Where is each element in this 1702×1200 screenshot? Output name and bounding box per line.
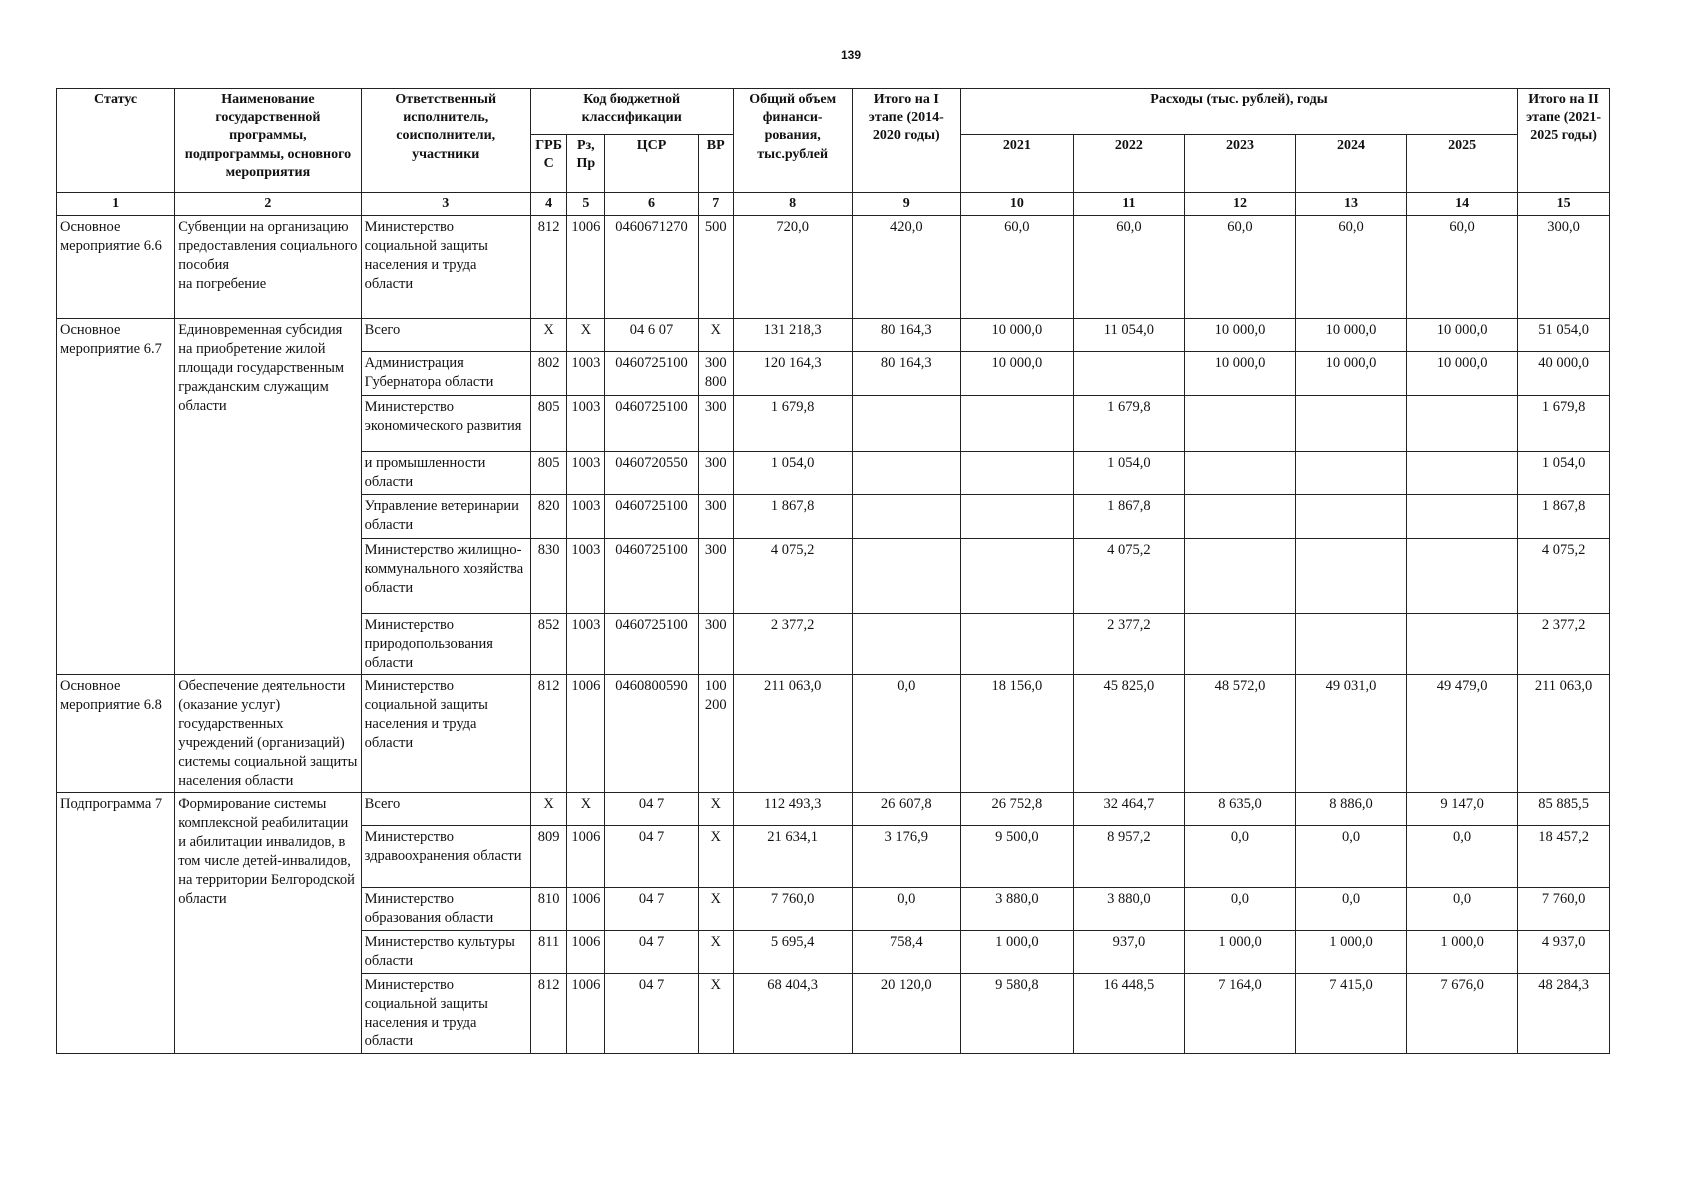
column-number: 10 (960, 193, 1073, 216)
year-2023-cell (1184, 494, 1295, 538)
year-2023-cell (1184, 452, 1295, 495)
vr-cell: 500 (698, 216, 733, 319)
executor-cell: Управление ветеринарии области (361, 494, 530, 538)
executor-cell: и промышленности области (361, 452, 530, 495)
stage2-cell: 18 457,2 (1518, 826, 1610, 888)
rzpr-cell: 1003 (567, 613, 605, 675)
year-2023-cell: 0,0 (1184, 888, 1295, 931)
year-2022-cell: 60,0 (1073, 216, 1184, 319)
year-2023-cell (1184, 613, 1295, 675)
year-2024-cell: 0,0 (1296, 826, 1407, 888)
year-2021-cell: 9 580,8 (960, 973, 1073, 1053)
year-2021-cell: 3 880,0 (960, 888, 1073, 931)
column-number: 8 (733, 193, 852, 216)
executor-cell: Министерство социальной защиты населения и труда области (361, 973, 530, 1053)
year-2023-cell: 10 000,0 (1184, 352, 1295, 396)
grbs-cell: 812 (530, 973, 567, 1053)
year-2022-cell: 16 448,5 (1073, 973, 1184, 1053)
stage1-cell (852, 396, 960, 452)
year-2023-cell: 48 572,0 (1184, 675, 1295, 793)
total-cell: 21 634,1 (733, 826, 852, 888)
grbs-cell: 802 (530, 352, 567, 396)
stage1-cell: 758,4 (852, 931, 960, 974)
vr-cell: X (698, 931, 733, 974)
csr-cell: 0460725100 (605, 494, 699, 538)
total-cell: 1 054,0 (733, 452, 852, 495)
year-2023-cell (1184, 396, 1295, 452)
year-2025-cell (1407, 494, 1518, 538)
csr-cell: 04 6 07 (605, 319, 699, 352)
year-2022-cell: 32 464,7 (1073, 793, 1184, 826)
grbs-cell: 812 (530, 216, 567, 319)
header-total-financing: Общий объем финанси-рования, тыс.рублей (733, 89, 852, 193)
column-number: 5 (567, 193, 605, 216)
year-2025-cell: 10 000,0 (1407, 319, 1518, 352)
table-row (57, 319, 1610, 352)
grbs-cell: 852 (530, 613, 567, 675)
year-2021-cell (960, 538, 1073, 613)
rzpr-cell: 1006 (567, 931, 605, 974)
executor-cell: Администрация Губернатора области (361, 352, 530, 396)
column-number: 11 (1073, 193, 1184, 216)
stage1-cell: 26 607,8 (852, 793, 960, 826)
year-2022-cell: 45 825,0 (1073, 675, 1184, 793)
year-2025-cell: 1 000,0 (1407, 931, 1518, 974)
executor-cell: Министерство здравоохранения области (361, 826, 530, 888)
vr-cell: X (698, 826, 733, 888)
year-2024-cell: 7 415,0 (1296, 973, 1407, 1053)
header-executor: Ответственный исполнитель, соисполнители, участники (361, 89, 530, 193)
year-2021-cell: 26 752,8 (960, 793, 1073, 826)
year-2024-cell: 1 000,0 (1296, 931, 1407, 974)
total-cell: 2 377,2 (733, 613, 852, 675)
stage1-cell: 0,0 (852, 675, 960, 793)
year-2025-cell: 10 000,0 (1407, 352, 1518, 396)
program-name-cell: Обеспечение деятельности (оказание услуг) государственных учреждений (организаций) системы социальной защиты населения области (175, 675, 361, 793)
year-2025-cell: 0,0 (1407, 888, 1518, 931)
stage2-cell: 2 377,2 (1518, 613, 1610, 675)
stage2-cell: 85 885,5 (1518, 793, 1610, 826)
header-vr: ВР (698, 135, 733, 193)
year-2024-cell: 10 000,0 (1296, 352, 1407, 396)
year-2024-cell: 49 031,0 (1296, 675, 1407, 793)
year-2024-cell: 60,0 (1296, 216, 1407, 319)
year-2025-cell (1407, 613, 1518, 675)
csr-cell: 0460725100 (605, 613, 699, 675)
year-2024-cell: 8 886,0 (1296, 793, 1407, 826)
vr-cell: 100 200 (698, 675, 733, 793)
header-csr: ЦСР (605, 135, 699, 193)
header-year-2021: 2021 (960, 135, 1073, 193)
vr-cell: 300 (698, 494, 733, 538)
stage1-cell: 20 120,0 (852, 973, 960, 1053)
stage1-cell: 80 164,3 (852, 352, 960, 396)
header-year-2022: 2022 (1073, 135, 1184, 193)
rzpr-cell: 1006 (567, 216, 605, 319)
year-2022-cell: 3 880,0 (1073, 888, 1184, 931)
year-2023-cell: 8 635,0 (1184, 793, 1295, 826)
grbs-cell: 820 (530, 494, 567, 538)
year-2022-cell: 4 075,2 (1073, 538, 1184, 613)
header-year-2024: 2024 (1296, 135, 1407, 193)
csr-cell: 04 7 (605, 931, 699, 974)
year-2025-cell: 9 147,0 (1407, 793, 1518, 826)
vr-cell: X (698, 793, 733, 826)
header-status: Статус (57, 89, 175, 193)
stage2-cell: 1 054,0 (1518, 452, 1610, 495)
grbs-cell: 830 (530, 538, 567, 613)
csr-cell: 04 7 (605, 826, 699, 888)
year-2022-cell: 937,0 (1073, 931, 1184, 974)
rzpr-cell: 1003 (567, 396, 605, 452)
rzpr-cell: X (567, 793, 605, 826)
stage1-cell (852, 538, 960, 613)
rzpr-cell: 1003 (567, 452, 605, 495)
header-rzpr: Рз, Пр (567, 135, 605, 193)
column-number: 2 (175, 193, 361, 216)
year-2024-cell: 0,0 (1296, 888, 1407, 931)
column-number: 15 (1518, 193, 1610, 216)
column-number: 4 (530, 193, 567, 216)
year-2021-cell: 10 000,0 (960, 352, 1073, 396)
rzpr-cell: X (567, 319, 605, 352)
year-2025-cell: 60,0 (1407, 216, 1518, 319)
stage2-cell: 1 867,8 (1518, 494, 1610, 538)
total-cell: 211 063,0 (733, 675, 852, 793)
year-2022-cell: 8 957,2 (1073, 826, 1184, 888)
csr-cell: 0460720550 (605, 452, 699, 495)
vr-cell: 300 (698, 613, 733, 675)
year-2025-cell (1407, 396, 1518, 452)
executor-cell: Всего (361, 793, 530, 826)
year-2024-cell: 10 000,0 (1296, 319, 1407, 352)
executor-cell: Министерство социальной защиты населения и труда области (361, 216, 530, 319)
vr-cell: X (698, 973, 733, 1053)
total-cell: 120 164,3 (733, 352, 852, 396)
header-expenses: Расходы (тыс. рублей), годы (960, 89, 1517, 135)
year-2024-cell (1296, 494, 1407, 538)
total-cell: 112 493,3 (733, 793, 852, 826)
rzpr-cell: 1006 (567, 973, 605, 1053)
stage2-cell: 40 000,0 (1518, 352, 1610, 396)
grbs-cell: X (530, 319, 567, 352)
status-cell: Основное мероприятие 6.8 (57, 675, 175, 793)
executor-cell: Министерство экономического развития (361, 396, 530, 452)
rzpr-cell: 1003 (567, 538, 605, 613)
year-2021-cell (960, 396, 1073, 452)
rzpr-cell: 1003 (567, 352, 605, 396)
year-2022-cell (1073, 352, 1184, 396)
column-number: 6 (605, 193, 699, 216)
stage1-cell: 420,0 (852, 216, 960, 319)
grbs-cell: 809 (530, 826, 567, 888)
executor-cell: Министерство образования области (361, 888, 530, 931)
year-2022-cell: 1 867,8 (1073, 494, 1184, 538)
stage1-cell (852, 613, 960, 675)
stage2-cell: 51 054,0 (1518, 319, 1610, 352)
total-cell: 5 695,4 (733, 931, 852, 974)
table-row (57, 216, 1610, 319)
year-2021-cell (960, 613, 1073, 675)
header-year-2023: 2023 (1184, 135, 1295, 193)
year-2025-cell (1407, 538, 1518, 613)
rzpr-cell: 1006 (567, 675, 605, 793)
grbs-cell: 811 (530, 931, 567, 974)
header-budget-code: Код бюджетной классификации (530, 89, 733, 135)
executor-cell: Министерство культуры области (361, 931, 530, 974)
year-2025-cell (1407, 452, 1518, 495)
table-row (57, 793, 1610, 826)
budget-table (56, 88, 1610, 1054)
vr-cell: 300 (698, 396, 733, 452)
year-2023-cell: 7 164,0 (1184, 973, 1295, 1053)
year-2021-cell: 1 000,0 (960, 931, 1073, 974)
total-cell: 7 760,0 (733, 888, 852, 931)
csr-cell: 04 7 (605, 973, 699, 1053)
rzpr-cell: 1003 (567, 494, 605, 538)
stage2-cell: 48 284,3 (1518, 973, 1610, 1053)
year-2024-cell (1296, 396, 1407, 452)
csr-cell: 0460725100 (605, 352, 699, 396)
year-2021-cell (960, 452, 1073, 495)
header-program-name: Наименование государственной программы, подпрограммы, основного мероприятия (175, 89, 361, 193)
year-2021-cell: 10 000,0 (960, 319, 1073, 352)
year-2023-cell: 0,0 (1184, 826, 1295, 888)
year-2022-cell: 1 679,8 (1073, 396, 1184, 452)
header-year-2025: 2025 (1407, 135, 1518, 193)
grbs-cell: 810 (530, 888, 567, 931)
column-number: 12 (1184, 193, 1295, 216)
column-number: 3 (361, 193, 530, 216)
column-number: 7 (698, 193, 733, 216)
table-row (57, 675, 1610, 793)
executor-cell: Министерство жилищно-коммунального хозяйства области (361, 538, 530, 613)
header-stage1: Итого на I этапе (2014-2020 годы) (852, 89, 960, 193)
executor-cell: Всего (361, 319, 530, 352)
total-cell: 68 404,3 (733, 973, 852, 1053)
csr-cell: 0460800590 (605, 675, 699, 793)
year-2025-cell: 7 676,0 (1407, 973, 1518, 1053)
vr-cell: 300 (698, 452, 733, 495)
program-name-cell: Субвенции на организацию предоставления социального пособия на погребение (175, 216, 361, 319)
stage2-cell: 4 075,2 (1518, 538, 1610, 613)
status-cell: Подпрограмма 7 (57, 793, 175, 1054)
year-2022-cell: 1 054,0 (1073, 452, 1184, 495)
grbs-cell: 805 (530, 396, 567, 452)
year-2024-cell (1296, 538, 1407, 613)
column-number: 1 (57, 193, 175, 216)
grbs-cell: 805 (530, 452, 567, 495)
table-body (57, 216, 1610, 1054)
year-2025-cell: 0,0 (1407, 826, 1518, 888)
csr-cell: 0460671270 (605, 216, 699, 319)
header-grbs: ГРБ С (530, 135, 567, 193)
year-2025-cell: 49 479,0 (1407, 675, 1518, 793)
stage1-cell: 3 176,9 (852, 826, 960, 888)
total-cell: 1 679,8 (733, 396, 852, 452)
stage1-cell (852, 452, 960, 495)
rzpr-cell: 1006 (567, 888, 605, 931)
executor-cell: Министерство природопользования области (361, 613, 530, 675)
stage2-cell: 211 063,0 (1518, 675, 1610, 793)
year-2024-cell (1296, 452, 1407, 495)
year-2023-cell (1184, 538, 1295, 613)
year-2024-cell (1296, 613, 1407, 675)
total-cell: 720,0 (733, 216, 852, 319)
csr-cell: 04 7 (605, 793, 699, 826)
grbs-cell: 812 (530, 675, 567, 793)
year-2021-cell: 9 500,0 (960, 826, 1073, 888)
stage1-cell: 0,0 (852, 888, 960, 931)
column-number-row (57, 193, 1610, 216)
total-cell: 1 867,8 (733, 494, 852, 538)
csr-cell: 0460725100 (605, 538, 699, 613)
vr-cell: 300 800 (698, 352, 733, 396)
year-2023-cell: 60,0 (1184, 216, 1295, 319)
year-2021-cell (960, 494, 1073, 538)
year-2023-cell: 10 000,0 (1184, 319, 1295, 352)
year-2023-cell: 1 000,0 (1184, 931, 1295, 974)
grbs-cell: X (530, 793, 567, 826)
rzpr-cell: 1006 (567, 826, 605, 888)
stage2-cell: 4 937,0 (1518, 931, 1610, 974)
year-2021-cell: 18 156,0 (960, 675, 1073, 793)
vr-cell: X (698, 319, 733, 352)
header-stage2: Итого на II этапе (2021-2025 годы) (1518, 89, 1610, 193)
stage2-cell: 7 760,0 (1518, 888, 1610, 931)
executor-cell: Министерство социальной защиты населения и труда области (361, 675, 530, 793)
status-cell: Основное мероприятие 6.6 (57, 216, 175, 319)
csr-cell: 0460725100 (605, 396, 699, 452)
vr-cell: X (698, 888, 733, 931)
column-number: 13 (1296, 193, 1407, 216)
year-2022-cell: 2 377,2 (1073, 613, 1184, 675)
vr-cell: 300 (698, 538, 733, 613)
stage1-cell (852, 494, 960, 538)
year-2021-cell: 60,0 (960, 216, 1073, 319)
stage1-cell: 80 164,3 (852, 319, 960, 352)
stage2-cell: 1 679,8 (1518, 396, 1610, 452)
csr-cell: 04 7 (605, 888, 699, 931)
total-cell: 131 218,3 (733, 319, 852, 352)
page-number: 139 (840, 48, 862, 62)
program-name-cell: Единовременная субсидия на приобретение жилой площади государственным гражданским служащим области (175, 319, 361, 675)
total-cell: 4 075,2 (733, 538, 852, 613)
stage2-cell: 300,0 (1518, 216, 1610, 319)
program-name-cell: Формирование системы комплексной реабилитации и абилитации инвалидов, в том числе детей-инвалидов, на территории Белгородской области (175, 793, 361, 1054)
status-cell: Основное мероприятие 6.7 (57, 319, 175, 675)
column-number: 14 (1407, 193, 1518, 216)
column-number: 9 (852, 193, 960, 216)
year-2022-cell: 11 054,0 (1073, 319, 1184, 352)
